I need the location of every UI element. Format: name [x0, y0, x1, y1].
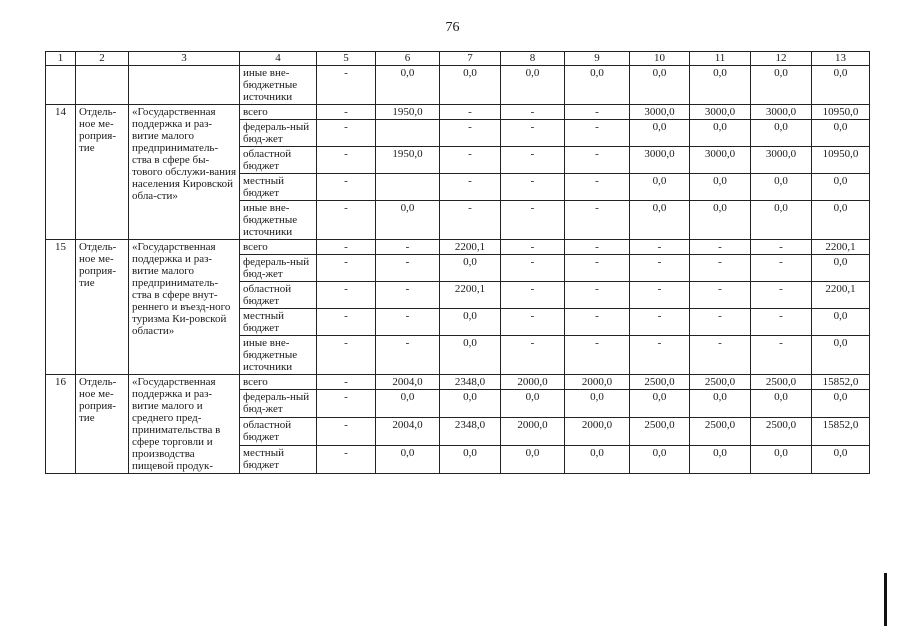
- value-cell: -: [690, 309, 751, 336]
- measure-number: 15: [46, 240, 76, 375]
- value-cell: 0,0: [751, 201, 812, 240]
- value-cell: -: [317, 309, 376, 336]
- table-row: [46, 240, 870, 255]
- value-cell: -: [690, 255, 751, 282]
- value-cell: [376, 174, 440, 201]
- category-cell: иные вне-бюджетные источники: [240, 201, 317, 240]
- value-cell: 2348,0: [440, 418, 501, 446]
- value-cell: 2200,1: [812, 240, 870, 255]
- value-cell: -: [317, 174, 376, 201]
- value-cell: 0,0: [440, 446, 501, 474]
- value-cell: 3000,0: [690, 147, 751, 174]
- value-cell: 0,0: [565, 446, 630, 474]
- value-cell: 1950,0: [376, 147, 440, 174]
- number-cell: [46, 66, 76, 105]
- header-row: [46, 52, 870, 66]
- value-cell: -: [690, 240, 751, 255]
- measure-name: «Государственная поддержка и раз-витие малого предприниматель-ства в сфере внут-реннего и въезд-ного туризма Ки-ровской области»: [129, 240, 240, 375]
- value-cell: 3000,0: [690, 105, 751, 120]
- column-number: 9: [565, 52, 630, 66]
- category-cell: федераль-ный бюд-жет: [240, 255, 317, 282]
- category-cell: областной бюджет: [240, 282, 317, 309]
- value-cell: 2000,0: [501, 418, 565, 446]
- value-cell: 0,0: [376, 201, 440, 240]
- value-cell: 0,0: [690, 120, 751, 147]
- value-cell: 0,0: [751, 446, 812, 474]
- value-cell: 3000,0: [630, 105, 690, 120]
- value-cell: -: [751, 282, 812, 309]
- value-cell: -: [440, 201, 501, 240]
- column-number: 6: [376, 52, 440, 66]
- value-cell: 2500,0: [690, 375, 751, 390]
- value-cell: -: [565, 174, 630, 201]
- column-number: 3: [129, 52, 240, 66]
- value-cell: -: [565, 201, 630, 240]
- value-cell: -: [501, 120, 565, 147]
- value-cell: 0,0: [630, 201, 690, 240]
- value-cell: -: [501, 336, 565, 375]
- measure-type: Отдель-ное ме-роприя-тие: [76, 375, 129, 474]
- value-cell: 0,0: [812, 120, 870, 147]
- value-cell: -: [690, 336, 751, 375]
- measure-number: 16: [46, 375, 76, 474]
- column-number: 4: [240, 52, 317, 66]
- value-cell: -: [317, 282, 376, 309]
- column-number: 7: [440, 52, 501, 66]
- value-cell: 2000,0: [565, 418, 630, 446]
- value-cell: -: [565, 240, 630, 255]
- value-cell: 0,0: [565, 66, 630, 105]
- value-cell: -: [376, 309, 440, 336]
- column-number: 5: [317, 52, 376, 66]
- table-row: [46, 375, 870, 390]
- value-cell: 0,0: [501, 446, 565, 474]
- value-cell: -: [317, 336, 376, 375]
- value-cell: -: [501, 282, 565, 309]
- measure-type: Отдель-ное ме-роприя-тие: [76, 240, 129, 375]
- value-cell: -: [501, 105, 565, 120]
- category-cell: областной бюджет: [240, 147, 317, 174]
- value-cell: -: [630, 336, 690, 375]
- value-cell: 2200,1: [440, 282, 501, 309]
- value-cell: 2000,0: [565, 375, 630, 390]
- budget-table: [45, 51, 870, 474]
- measure-name: «Государственная поддержка и раз-витие малого и среднего пред-принимательства в сфере торговли и производства пищевой продук-: [129, 375, 240, 474]
- value-cell: 0,0: [630, 446, 690, 474]
- value-cell: 0,0: [812, 446, 870, 474]
- value-cell: 0,0: [751, 66, 812, 105]
- name-cell: [129, 66, 240, 105]
- value-cell: 10950,0: [812, 105, 870, 120]
- value-cell: 0,0: [630, 120, 690, 147]
- category-cell: всего: [240, 105, 317, 120]
- value-cell: 0,0: [376, 446, 440, 474]
- category-cell: иные вне-бюджетные источники: [240, 66, 317, 105]
- table-row: [46, 66, 870, 105]
- value-cell: -: [501, 255, 565, 282]
- value-cell: 2200,1: [812, 282, 870, 309]
- value-cell: -: [565, 282, 630, 309]
- category-cell: местный бюджет: [240, 446, 317, 474]
- value-cell: -: [751, 309, 812, 336]
- value-cell: 2500,0: [630, 418, 690, 446]
- value-cell: 1950,0: [376, 105, 440, 120]
- value-cell: 0,0: [751, 390, 812, 418]
- value-cell: 0,0: [440, 255, 501, 282]
- value-cell: -: [751, 336, 812, 375]
- value-cell: 2000,0: [501, 375, 565, 390]
- value-cell: 0,0: [751, 174, 812, 201]
- value-cell: 0,0: [440, 309, 501, 336]
- measure-name: «Государственная поддержка и раз-витие малого предприниматель-ства в сфере бы-тового обслужи-вания населения Кировской обла-сти»: [129, 105, 240, 240]
- value-cell: 0,0: [501, 66, 565, 105]
- category-cell: местный бюджет: [240, 174, 317, 201]
- value-cell: -: [751, 240, 812, 255]
- value-cell: 2200,1: [440, 240, 501, 255]
- category-cell: местный бюджет: [240, 309, 317, 336]
- value-cell: -: [376, 336, 440, 375]
- value-cell: 2500,0: [690, 418, 751, 446]
- value-cell: -: [317, 120, 376, 147]
- value-cell: -: [317, 390, 376, 418]
- value-cell: -: [630, 282, 690, 309]
- value-cell: -: [317, 105, 376, 120]
- value-cell: -: [565, 105, 630, 120]
- value-cell: -: [501, 240, 565, 255]
- value-cell: 0,0: [440, 336, 501, 375]
- value-cell: 0,0: [690, 390, 751, 418]
- value-cell: -: [317, 446, 376, 474]
- column-number: 10: [630, 52, 690, 66]
- value-cell: -: [317, 418, 376, 446]
- value-cell: 10950,0: [812, 147, 870, 174]
- value-cell: 0,0: [376, 390, 440, 418]
- value-cell: -: [317, 147, 376, 174]
- value-cell: -: [376, 282, 440, 309]
- measure-number: 14: [46, 105, 76, 240]
- value-cell: 3000,0: [751, 105, 812, 120]
- category-cell: федераль-ный бюд-жет: [240, 120, 317, 147]
- value-cell: 0,0: [812, 309, 870, 336]
- measure-type: Отдель-ное ме-роприя-тие: [76, 105, 129, 240]
- value-cell: 0,0: [690, 174, 751, 201]
- page-number: 76: [445, 20, 460, 35]
- value-cell: -: [440, 147, 501, 174]
- value-cell: 0,0: [690, 201, 751, 240]
- column-number: 2: [76, 52, 129, 66]
- value-cell: 0,0: [812, 390, 870, 418]
- value-cell: 2004,0: [376, 418, 440, 446]
- value-cell: 15852,0: [812, 418, 870, 446]
- column-number: 11: [690, 52, 751, 66]
- value-cell: -: [751, 255, 812, 282]
- value-cell: 0,0: [630, 390, 690, 418]
- value-cell: 15852,0: [812, 375, 870, 390]
- value-cell: -: [317, 375, 376, 390]
- value-cell: -: [690, 282, 751, 309]
- value-cell: 0,0: [501, 390, 565, 418]
- value-cell: 0,0: [812, 174, 870, 201]
- value-cell: 0,0: [630, 66, 690, 105]
- value-cell: [376, 120, 440, 147]
- value-cell: -: [565, 120, 630, 147]
- value-cell: -: [440, 174, 501, 201]
- category-cell: всего: [240, 240, 317, 255]
- value-cell: 0,0: [376, 66, 440, 105]
- value-cell: -: [565, 336, 630, 375]
- category-cell: областной бюджет: [240, 418, 317, 446]
- value-cell: 0,0: [812, 201, 870, 240]
- value-cell: -: [376, 255, 440, 282]
- value-cell: -: [501, 201, 565, 240]
- value-cell: 3000,0: [630, 147, 690, 174]
- column-number: 8: [501, 52, 565, 66]
- category-cell: иные вне-бюджетные источники: [240, 336, 317, 375]
- value-cell: -: [630, 255, 690, 282]
- value-cell: 0,0: [812, 66, 870, 105]
- value-cell: -: [565, 147, 630, 174]
- value-cell: -: [317, 66, 376, 105]
- value-cell: -: [317, 255, 376, 282]
- column-number: 13: [812, 52, 870, 66]
- column-number: 12: [751, 52, 812, 66]
- value-cell: 0,0: [690, 66, 751, 105]
- value-cell: -: [501, 309, 565, 336]
- value-cell: 0,0: [630, 174, 690, 201]
- value-cell: 2348,0: [440, 375, 501, 390]
- column-number: 1: [46, 52, 76, 66]
- value-cell: 0,0: [565, 390, 630, 418]
- value-cell: -: [501, 147, 565, 174]
- value-cell: 2004,0: [376, 375, 440, 390]
- value-cell: -: [630, 240, 690, 255]
- value-cell: -: [630, 309, 690, 336]
- value-cell: -: [440, 105, 501, 120]
- value-cell: -: [376, 240, 440, 255]
- value-cell: 0,0: [751, 120, 812, 147]
- category-cell: федераль-ный бюд-жет: [240, 390, 317, 418]
- value-cell: -: [440, 120, 501, 147]
- value-cell: 0,0: [440, 66, 501, 105]
- value-cell: 2500,0: [630, 375, 690, 390]
- margin-bar: [884, 573, 887, 626]
- value-cell: -: [501, 174, 565, 201]
- value-cell: 0,0: [440, 390, 501, 418]
- value-cell: -: [565, 255, 630, 282]
- value-cell: 3000,0: [751, 147, 812, 174]
- value-cell: 0,0: [812, 336, 870, 375]
- type-cell: [76, 66, 129, 105]
- category-cell: всего: [240, 375, 317, 390]
- value-cell: -: [317, 240, 376, 255]
- value-cell: -: [565, 309, 630, 336]
- value-cell: 0,0: [812, 255, 870, 282]
- table-row: [46, 105, 870, 120]
- value-cell: -: [317, 201, 376, 240]
- value-cell: 0,0: [690, 446, 751, 474]
- value-cell: 2500,0: [751, 418, 812, 446]
- value-cell: 2500,0: [751, 375, 812, 390]
